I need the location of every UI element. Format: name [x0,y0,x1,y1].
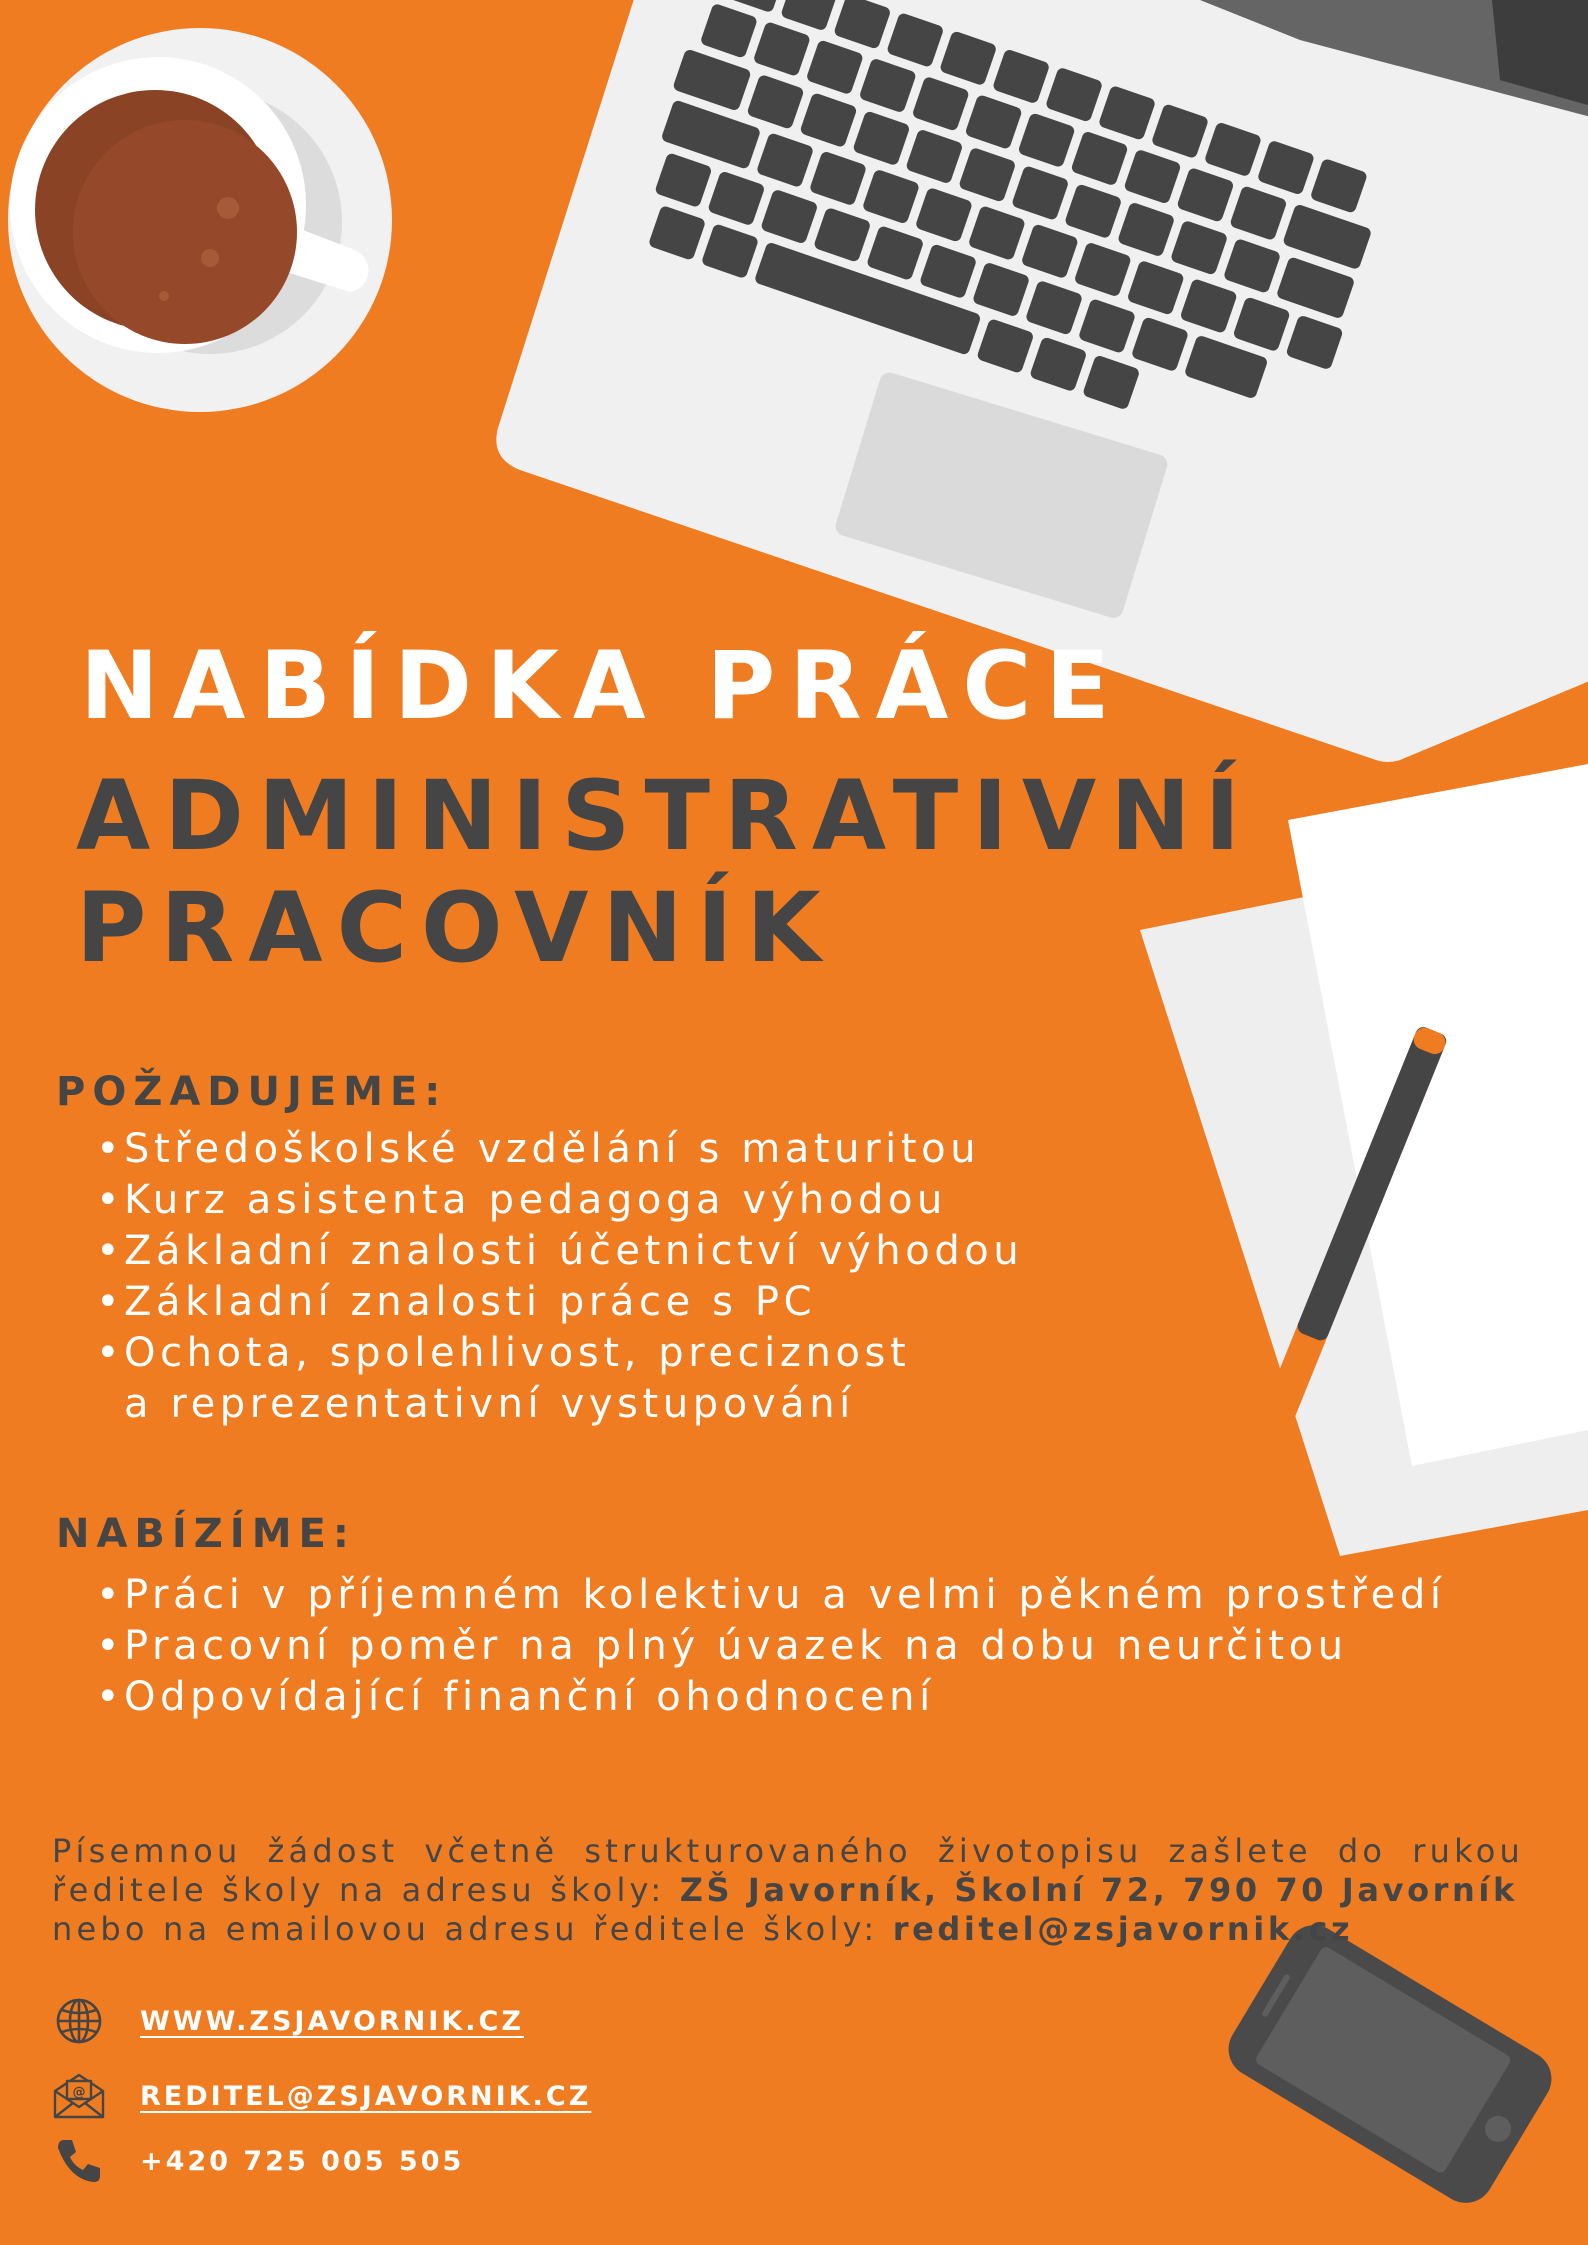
list-item [96,1328,1023,1430]
list-item-continuation: a reprezentativní vystupování [124,1381,855,1427]
contact-email [52,2068,592,2124]
school-address: ZŠ Javorník, Školní 72, 790 70 Javorník [679,1871,1518,1909]
envelope-icon [52,2069,106,2123]
offers-heading: NABÍZÍME: [56,1511,356,1557]
list-item: • Pracovní poměr na plný úvazek na dobu neurčitou [96,1621,1446,1672]
contact-phone [52,2133,465,2189]
website-link[interactable]: WWW.ZSJAVORNIK.CZ [140,2005,524,2037]
list-item: • Středoškolské vzdělání s maturitou [96,1124,1023,1175]
application-line-3 [52,1910,1524,1949]
application-address-prefix: ředitele školy na adresu školy: [52,1871,680,1909]
requirements-list [96,1124,1023,1430]
list-item: • Kurz asistenta pedagoga výhodou [96,1175,1023,1226]
list-item-text: Ochota, spolehlivost, preciznost [124,1330,911,1376]
application-line-2 [52,1871,1524,1910]
list-item: • Odpovídající finanční ohodnocení [96,1672,1446,1723]
globe-icon [52,1994,106,2048]
application-email-prefix: nebo na emailovou adresu ředitele školy: [52,1910,893,1948]
offers-list [96,1570,1446,1723]
svg-text:@: @ [72,2085,86,2100]
director-email[interactable]: reditel@zsjavornik.cz [892,1910,1354,1948]
list-item: • Základní znalosti účetnictví výhodou [96,1226,1023,1277]
application-line-1: Písemnou žádost včetně strukturovaného životopisu zašlete do rukou [52,1832,1524,1870]
requirements-heading: POŽADUJEME: [56,1069,448,1115]
phone-link[interactable]: +420 725 005 505 [140,2145,465,2177]
application-instructions [52,1832,1524,1949]
email-link[interactable]: REDITEL@ZSJAVORNIK.CZ [140,2080,592,2112]
position-title-line1: ADMINISTRATIVNÍ [76,760,1255,872]
list-item: • Základní znalosti práce s PC [96,1277,1023,1328]
position-title [76,760,1254,984]
phone-icon [52,2134,106,2188]
contact-web [52,1993,524,2049]
position-title-line2: PRACOVNÍK [76,872,835,984]
smartphone-icon [1218,1915,1562,2214]
list-item: • Práci v příjemném kolektivu a velmi pěkném prostředí [96,1570,1446,1621]
coffee-cup-icon [8,28,392,412]
page-title: NABÍDKA PRÁCE [80,632,1124,741]
